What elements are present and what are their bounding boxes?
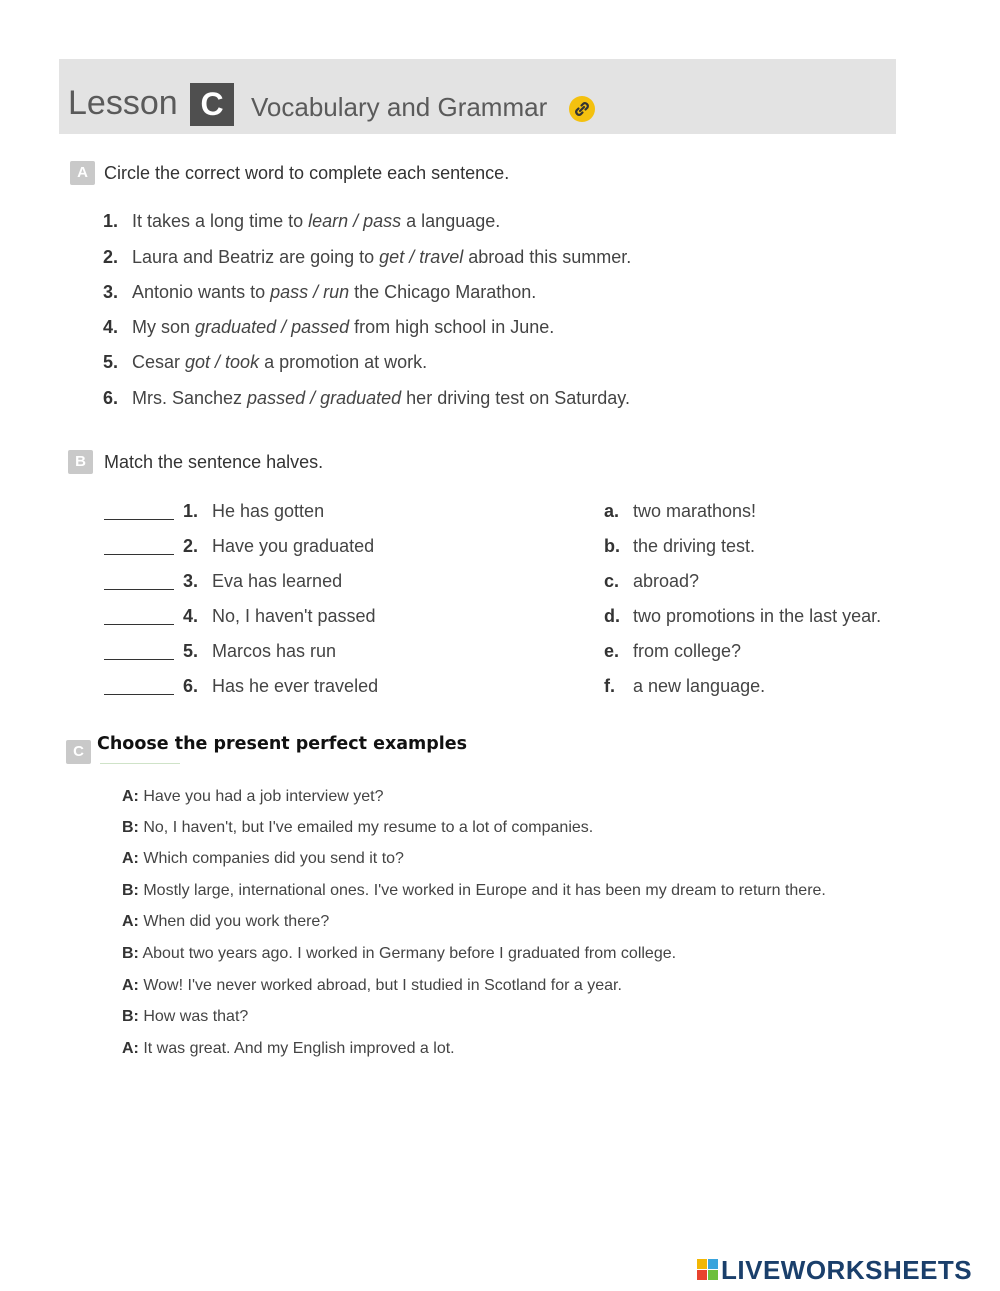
speaker-label: A: (122, 850, 139, 867)
section-c-badge: C (66, 740, 91, 764)
item-number: 1. (103, 211, 119, 231)
match-right-text: abroad? (633, 571, 700, 591)
section-a-badge: A (70, 161, 95, 185)
dialogue-line[interactable] (122, 913, 329, 931)
sentence-end: her driving test on Saturday. (401, 388, 630, 408)
word-choice[interactable]: passed / graduated (247, 388, 402, 408)
section-a-title: Circle the correct word to complete each sentence. (104, 163, 510, 183)
speaker-label: B: (122, 819, 139, 836)
title-underline (100, 763, 180, 764)
item-letter: b. (604, 536, 620, 556)
sentence-end: a language. (401, 211, 501, 231)
speaker-label: A: (122, 1040, 139, 1057)
sentence-start: Laura and Beatriz are going to (132, 247, 380, 267)
match-right-item (604, 606, 881, 627)
sentence-end: from high school in June. (349, 317, 555, 337)
match-left-text: No, I haven't passed (212, 606, 376, 626)
speaker-label: A: (122, 788, 139, 805)
dialogue-line[interactable] (122, 788, 383, 806)
answer-blank[interactable] (104, 659, 174, 660)
match-left-item (183, 676, 378, 697)
sentence-item (103, 388, 630, 409)
word-choice[interactable]: get / travel (379, 247, 464, 267)
lesson-word: Lesson (68, 84, 178, 122)
match-right-text: two marathons! (633, 501, 757, 521)
match-left-item (183, 501, 324, 522)
sentence-item (103, 211, 500, 232)
item-letter: a. (604, 501, 620, 521)
match-right-item (604, 641, 741, 662)
word-choice[interactable]: pass / run (270, 282, 350, 302)
match-left-text: Has he ever traveled (212, 676, 379, 696)
lesson-letter-badge: C (190, 83, 234, 126)
match-left-item (183, 536, 374, 557)
speaker-label: A: (122, 913, 139, 930)
speaker-label: B: (122, 1008, 139, 1025)
word-choice[interactable]: learn / pass (308, 211, 402, 231)
dialogue-line[interactable] (122, 1008, 248, 1026)
answer-blank[interactable] (104, 589, 174, 590)
dialogue-line[interactable] (122, 977, 622, 995)
speaker-label: B: (122, 882, 139, 899)
match-right-text: from college? (633, 641, 742, 661)
answer-blank[interactable] (104, 519, 174, 520)
item-letter: e. (604, 641, 620, 661)
speaker-label: B: (122, 945, 139, 962)
match-right-text: a new language. (633, 676, 766, 696)
match-left-text: He has gotten (212, 501, 325, 521)
match-left-item (183, 606, 376, 627)
sentence-start: My son (132, 317, 196, 337)
sentence-item (103, 352, 427, 373)
dialogue-text[interactable]: When did you work there? (143, 913, 330, 930)
sentence-end: a promotion at work. (259, 352, 428, 372)
speaker-label: A: (122, 977, 139, 994)
dialogue-text[interactable]: It was great. And my English improved a lot. (143, 1040, 455, 1057)
match-right-item (604, 676, 765, 697)
dialogue-text[interactable]: How was that? (143, 1008, 249, 1025)
item-number: 1. (183, 501, 199, 521)
dialogue-text[interactable]: No, I haven't, but I've emailed my resume to a lot of companies. (143, 819, 594, 836)
item-letter: c. (604, 571, 620, 591)
sentence-item (103, 247, 631, 268)
match-left-item (183, 571, 342, 592)
item-number: 5. (103, 352, 119, 372)
item-number: 6. (103, 388, 119, 408)
dialogue-text[interactable]: Which companies did you send it to? (143, 850, 404, 867)
match-left-text: Have you graduated (212, 536, 375, 556)
sentence-start: It takes a long time to (132, 211, 309, 231)
sentence-item (103, 317, 554, 338)
match-right-item (604, 536, 755, 557)
sentence-end: the Chicago Marathon. (349, 282, 537, 302)
sentence-item (103, 282, 536, 303)
item-letter: d. (604, 606, 620, 626)
answer-blank[interactable] (104, 554, 174, 555)
match-left-text: Marcos has run (212, 641, 337, 661)
sentence-end: abroad this summer. (463, 247, 632, 267)
dialogue-text[interactable]: Have you had a job interview yet? (143, 788, 384, 805)
dialogue-text[interactable]: Mostly large, international ones. I've worked in Europe and it has been my dream to return there. (143, 882, 826, 899)
dialogue-line[interactable] (122, 819, 593, 837)
match-right-item (604, 501, 756, 522)
dialogue-line[interactable] (122, 945, 676, 963)
answer-blank[interactable] (104, 624, 174, 625)
word-choice[interactable]: got / took (185, 352, 260, 372)
sentence-start: Antonio wants to (132, 282, 271, 302)
dialogue-text[interactable]: About two years ago. I worked in Germany before I graduated from college. (142, 945, 677, 962)
logo-tiles-icon (697, 1259, 719, 1281)
dialogue-text[interactable]: Wow! I've never worked abroad, but I studied in Scotland for a year. (143, 977, 622, 994)
item-number: 3. (183, 571, 199, 591)
lesson-header (59, 59, 896, 134)
match-right-text: the driving test. (633, 536, 756, 556)
match-left-text: Eva has learned (212, 571, 343, 591)
item-letter: f. (604, 676, 615, 696)
link-icon[interactable] (569, 96, 595, 122)
section-c-title: Choose the present perfect examples (97, 734, 468, 754)
dialogue-line[interactable] (122, 882, 826, 900)
brand-name: LIVEWORKSHEETS (721, 1255, 973, 1285)
word-choice[interactable]: graduated / passed (195, 317, 350, 337)
match-right-text: two promotions in the last year. (633, 606, 882, 626)
item-number: 5. (183, 641, 199, 661)
item-number: 3. (103, 282, 119, 302)
dialogue-line[interactable] (122, 1040, 455, 1058)
item-number: 4. (103, 317, 119, 337)
sentence-start: Cesar (132, 352, 186, 372)
section-b-title: Match the sentence halves. (104, 452, 324, 472)
section-b-badge: B (68, 450, 93, 474)
dialogue-line[interactable] (122, 850, 404, 868)
item-number: 6. (183, 676, 199, 696)
sentence-start: Mrs. Sanchez (132, 388, 248, 408)
answer-blank[interactable] (104, 694, 174, 695)
item-number: 4. (183, 606, 199, 626)
item-number: 2. (103, 247, 119, 267)
match-right-item (604, 571, 699, 592)
match-left-item (183, 641, 336, 662)
lesson-title: Vocabulary and Grammar (251, 92, 548, 122)
item-number: 2. (183, 536, 199, 556)
